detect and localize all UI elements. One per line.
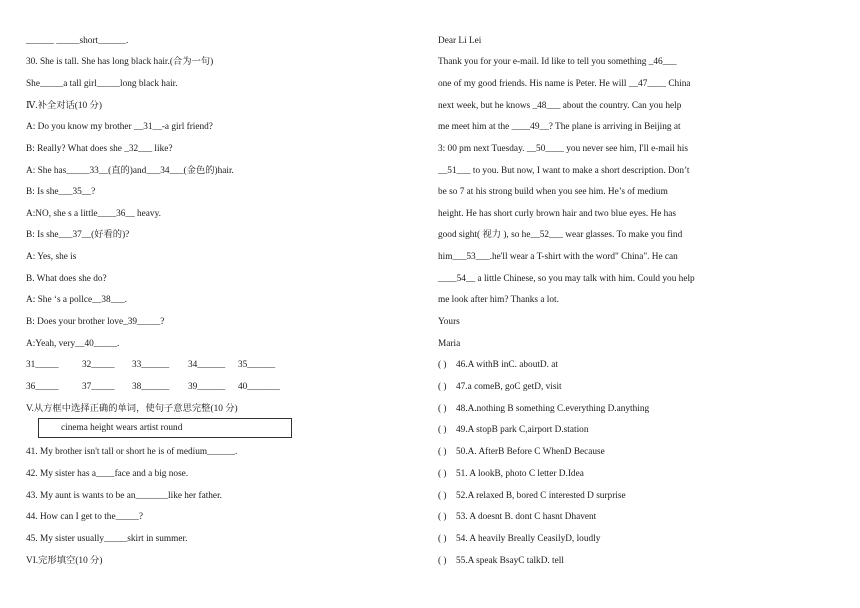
dialog-line: A:Yeah, very__40_____. [26, 339, 120, 349]
letter-line: Thank you for your e-mail. Id like to tell you something _46___ [438, 57, 677, 67]
answer-blank[interactable]: 40_______ [238, 382, 280, 392]
letter-salutation: Dear Li Lei [438, 36, 482, 46]
answer-paren[interactable]: ( ) [438, 491, 447, 501]
option-text: 53. A doesnt B. dont C hasnt Dhavent [456, 512, 597, 522]
letter-line: me meet him at the ____49__? The plane is arriving in Beijing at [438, 122, 681, 132]
answer-blank[interactable]: 38______ [132, 382, 170, 392]
option-text: 55.A speak BsayC talkD. tell [456, 556, 564, 566]
answer-paren[interactable]: ( ) [438, 360, 447, 370]
answer-paren[interactable]: ( ) [438, 556, 447, 566]
answer-paren[interactable]: ( ) [438, 382, 447, 392]
dialog-line: A: She has_____33__(直的)and___34___(金色的)hair. [26, 166, 234, 176]
option-text: 54. A heavily Breally CeasilyD, loudly [456, 534, 601, 544]
section-6-title: VI.完形填空(10 分) [26, 556, 103, 566]
answer-blank[interactable]: 35______ [238, 360, 276, 370]
word-box [38, 418, 292, 438]
question-44: 44. How can I get to the_____? [26, 512, 143, 522]
answer-blank[interactable]: 31_____ [26, 360, 59, 370]
answer-blank[interactable]: 36_____ [26, 382, 59, 392]
letter-line: __51___ to you. But now, I want to make a short description. Don’t [438, 166, 690, 176]
answer-paren[interactable]: ( ) [438, 425, 447, 435]
answer-blank[interactable]: 34______ [188, 360, 226, 370]
question-43: 43. My aunt is wants to be an_______like her father. [26, 491, 222, 501]
dialog-line: A: Do you know my brother __31__-a girl friend? [26, 122, 213, 132]
option-text: 46.A withB inC. aboutD. at [456, 360, 559, 370]
question-45: 45. My sister usually_____skirt in summer. [26, 534, 188, 544]
option-text: 50.A. AfterB Before C WhenD Because [456, 447, 605, 457]
letter-line: 3: 00 pm next Tuesday. __50____ you never see him, I'll e-mail his [438, 144, 688, 154]
answer-paren[interactable]: ( ) [438, 534, 447, 544]
letter-line: him___53___.he'll wear a T-shirt with the word" China". He can [438, 252, 678, 262]
dialog-line: A: Yes, she is [26, 252, 77, 262]
answer-blank[interactable]: 37_____ [82, 382, 115, 392]
question-42: 42. My sister has a____face and a big nose. [26, 469, 189, 479]
option-text: 51. A lookB, photo C letter D.Idea [456, 469, 584, 479]
answer-paren[interactable]: ( ) [438, 512, 447, 522]
letter-line: be so 7 at his strong build when you see him. He’s of medium [438, 187, 668, 197]
dialog-line: B: Really? What does she _32___ like? [26, 144, 173, 154]
section-5-title: V.从方框中选择正确的单词，使句子意思完整(10 分) [26, 404, 238, 414]
dialog-line: B: Is she___37__(好看的)? [26, 230, 130, 240]
text-line: She_____a tall girl_____long black hair. [26, 79, 178, 89]
letter-line: ____54__ a little Chinese, so you may talk with him. Could you help [438, 274, 695, 284]
option-text: 52.A relaxed B, bored C interested D surprise [456, 491, 626, 501]
letter-line: me look after him? Thanks a lot. [438, 295, 559, 305]
answer-paren[interactable]: ( ) [438, 469, 447, 479]
letter-line: one of my good friends. His name is Peter. He will __47____ China [438, 79, 691, 89]
text-line: ______ _____short______. [26, 36, 129, 46]
letter-line: good sight( 视力 ), so he__52___ wear glasses. To make you find [438, 230, 683, 240]
letter-line: height. He has short curly brown hair and two blue eyes. He has [438, 209, 677, 219]
option-text: 47.a comeB, goC getD, visit [456, 382, 562, 392]
answer-paren[interactable]: ( ) [438, 404, 447, 414]
answer-blank[interactable]: 39______ [188, 382, 226, 392]
letter-closing: Yours [438, 317, 460, 327]
option-text: 48.A.nothing B something C.everything D.anything [456, 404, 650, 414]
answer-blank[interactable]: 33______ [132, 360, 170, 370]
word-box-words: cinema height wears artist round [61, 423, 183, 433]
dialog-line: A: She ‘s a pollce__38___. [26, 295, 127, 305]
option-text: 49.A stopB park C,airport D.station [456, 425, 589, 435]
question-30: 30. She is tall. She has long black hair.(合为一句) [26, 57, 214, 67]
question-41: 41. My brother isn't tall or short he is of medium______. [26, 447, 238, 457]
dialog-line: B. What does she do? [26, 274, 107, 284]
answer-paren[interactable]: ( ) [438, 447, 447, 457]
dialog-line: B: Does your brother love_39_____? [26, 317, 165, 327]
dialog-line: A:NO, she s a little____36__ heavy. [26, 209, 161, 219]
letter-line: next week, but he knows _48___ about the country. Can you help [438, 101, 682, 111]
section-4-title: Ⅳ.补全对话(10 分) [26, 101, 102, 111]
answer-blank[interactable]: 32_____ [82, 360, 115, 370]
letter-signature: Maria [438, 339, 461, 349]
dialog-line: B: Is she___35__? [26, 187, 96, 197]
